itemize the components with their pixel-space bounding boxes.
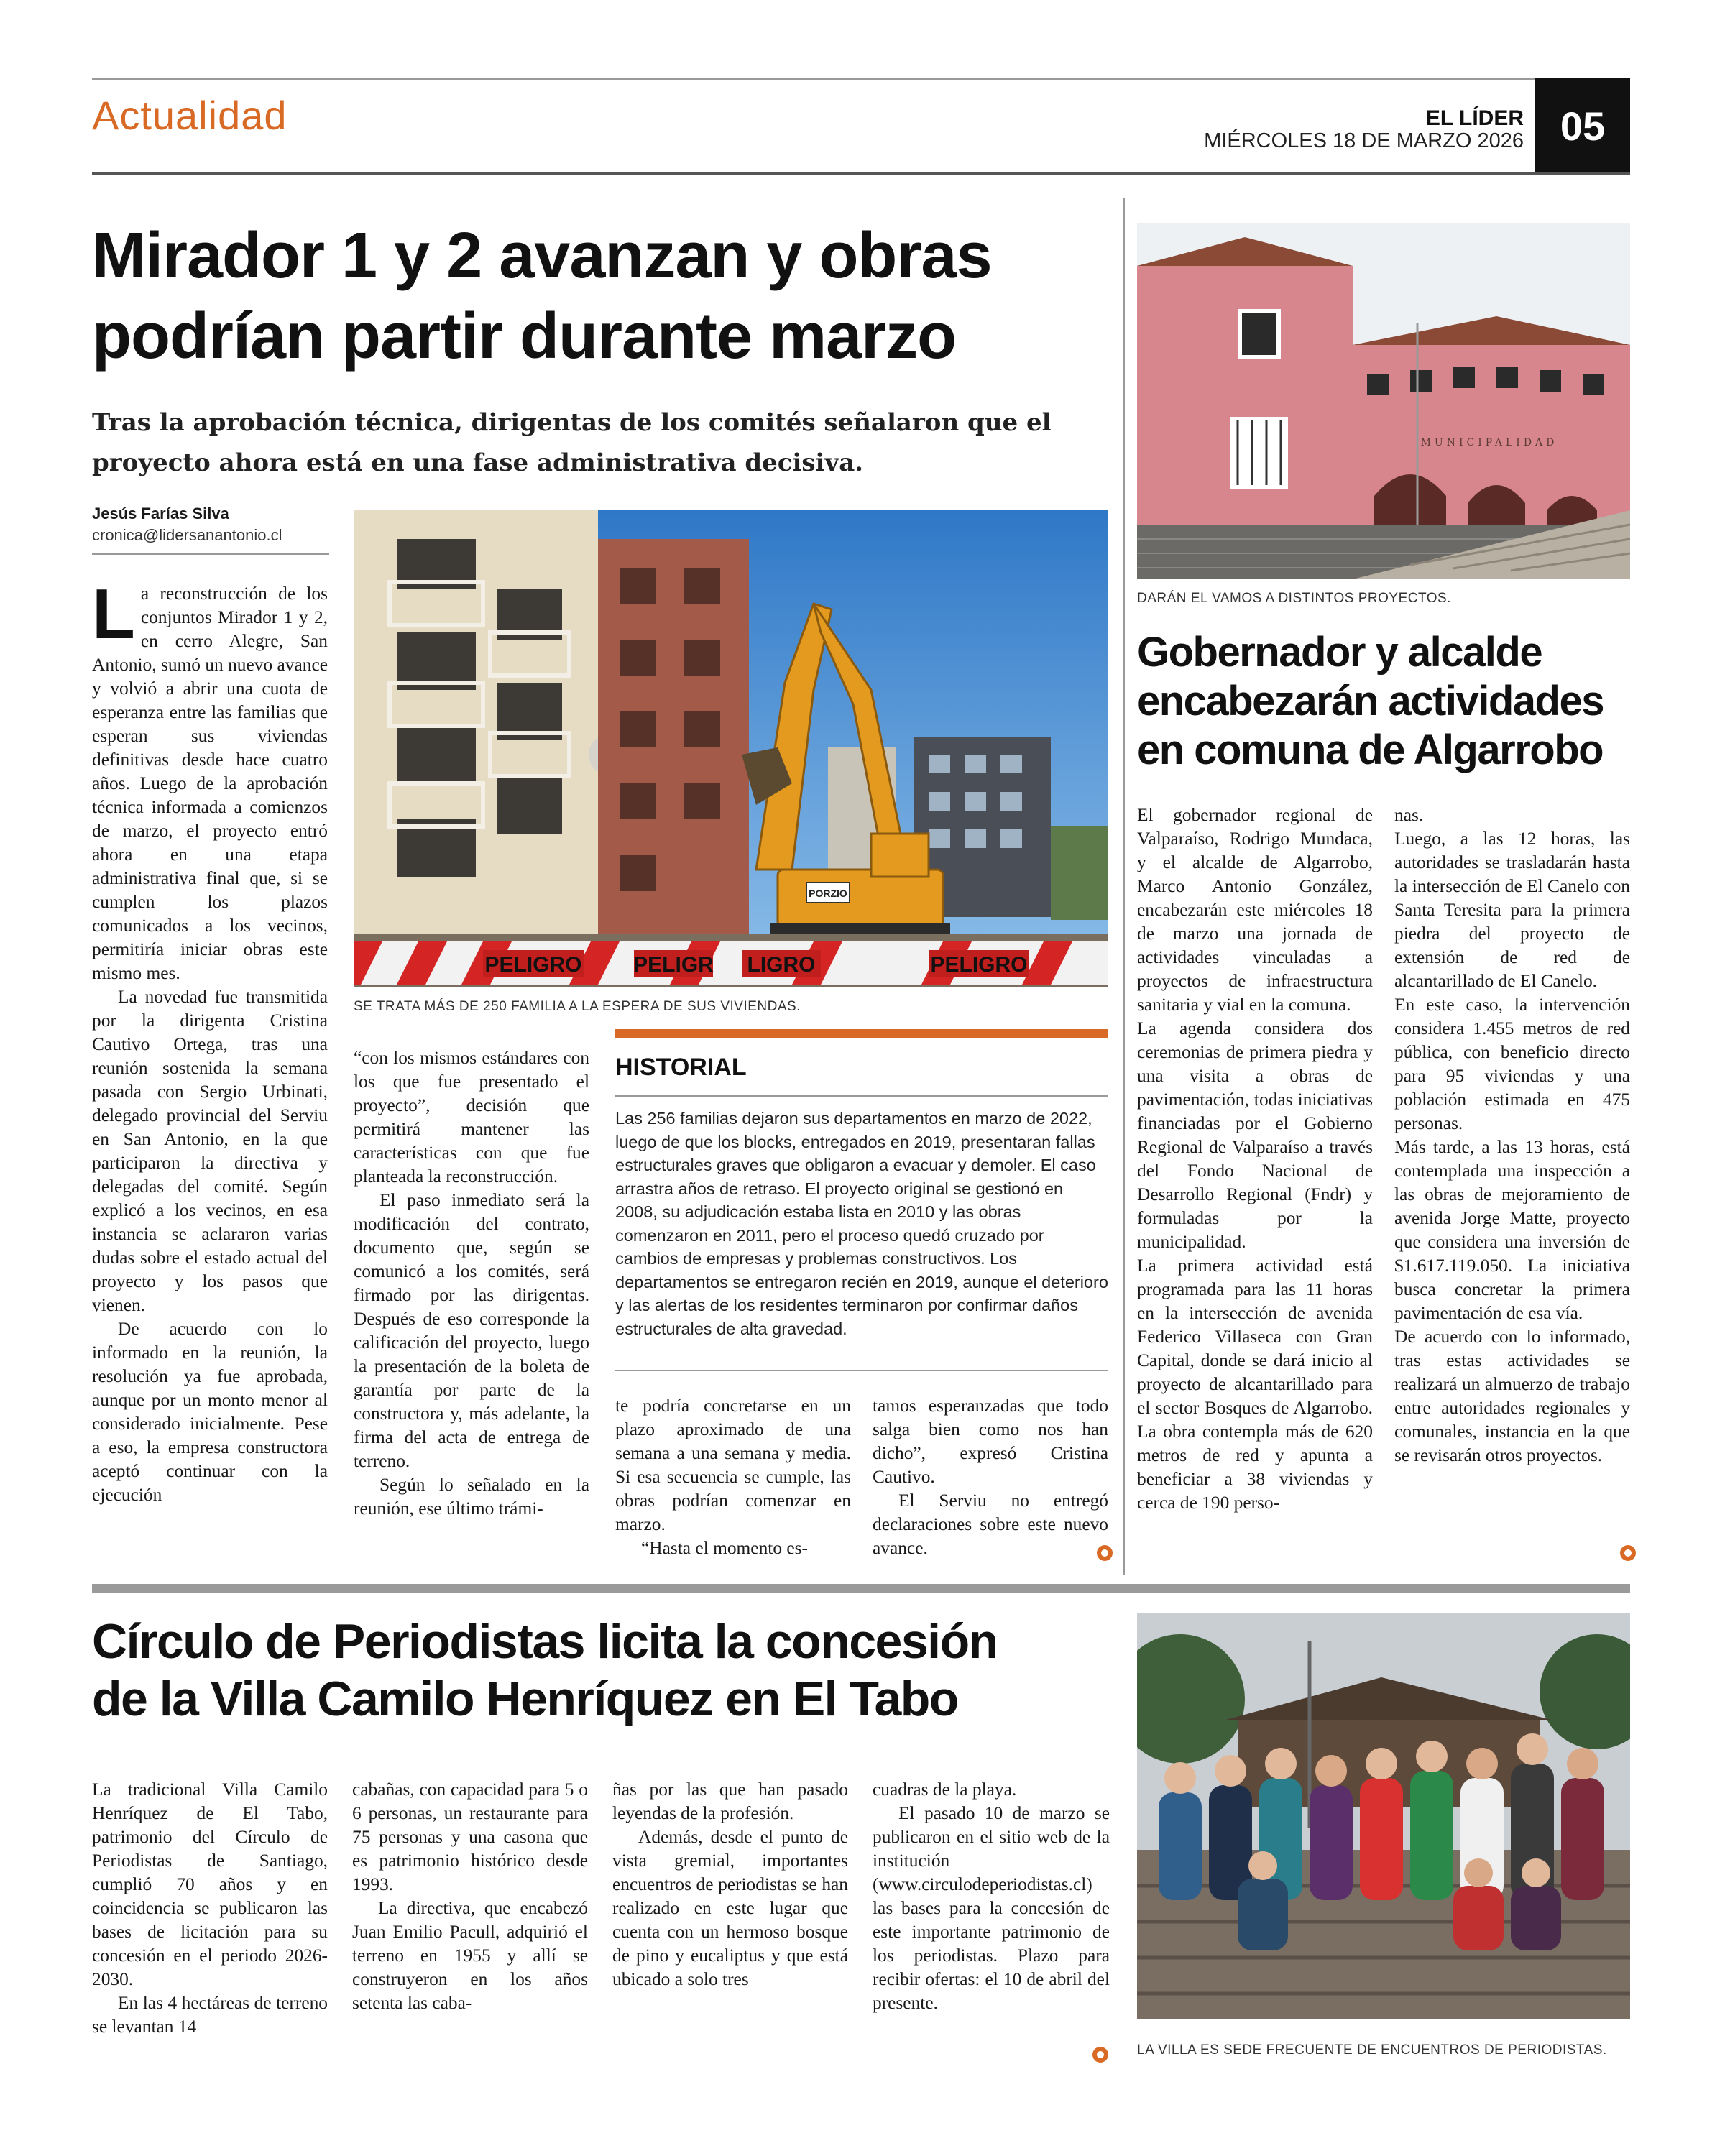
historial-accent-bar: [615, 1029, 1108, 1038]
column-divider: [1123, 198, 1125, 1575]
bottom-article-column-2: [352, 1778, 588, 2015]
issue-date: MIÉRCOLES 18 DE MARZO 2026: [1204, 129, 1524, 152]
side-headline: Gobernador y alcalde encabezarán actividades en comuna de Algarrobo: [1137, 629, 1604, 773]
main-paragraph-2: La novedad fue transmitida por la dirigenta Cristina Cautivo Ortega, tras una reunión sostenida la semana pasada con Sergio Urbinati, delegado provincial del Serviu en San Antonio, en la que participaron la directiva y delegadas del comité. Según explicó a los vecinos, en esa instancia se aclararon varias dudas sobre el estado actual del proyecto y los pasos que vienen.: [92, 987, 328, 1315]
bottom-article-end-mark: [1092, 2047, 1108, 2063]
demolition-photo-caption: SE TRATA MÁS DE 250 FAMILIA A LA ESPERA DE SUS VIVIENDAS.: [354, 999, 801, 1014]
municipality-photo-caption: DARÁN EL VAMOS A DISTINTOS PROYECTOS.: [1137, 591, 1451, 606]
bottom-article-column-1: [92, 1778, 328, 2039]
side-article-column-2: [1394, 803, 1630, 1468]
main-paragraph-10: El Serviu no entregó declaraciones sobre este nuevo avance.: [873, 1491, 1108, 1558]
header-top-rule: [92, 78, 1630, 80]
main-article-column-1: [92, 574, 328, 1507]
side-paragraph-3: La primera actividad está programada para las 11 horas en la intersección de avenida Federico Villaseca con Gran Capital, donde se dará inicio al proyecto de alcantarillado para el sector Bosques de Algarrobo. La obra contempla más de 620 metros de red y apunta a beneficiar a 38 viviendas y cerca de 190 perso-: [1137, 1256, 1373, 1513]
main-article-column-3: [615, 1394, 851, 1560]
bottom-headline-line-1: Círculo de Periodistas licita la concesión: [92, 1614, 998, 1669]
main-headline-line-1: Mirador 1 y 2 avanzan y obras: [92, 220, 992, 292]
side-paragraph-5: Luego, a las 12 horas, las autoridades se trasladarán hasta la intersección de El Canelo con Santa Teresita para la primera piedra del proyecto de extensión de red de alcantarillado de El Canelo.: [1394, 829, 1630, 991]
bottom-paragraph-5: ñas por las que han pasado leyendas de la profesión.: [612, 1779, 848, 1823]
section-divider: [92, 1584, 1630, 1593]
bottom-article-column-4: [873, 1778, 1110, 2015]
tape-label-1: PELIGRO: [484, 953, 582, 977]
side-paragraph-2: La agenda considera dos ceremonias de primera piedra y una visita a obras de pavimentación, todas iniciativas financiadas por el Gobierno Regional de Valparaíso a través del Fondo Nacional de Desarrollo Regional (Fndr) y formuladas por la municipalidad.: [1137, 1018, 1373, 1252]
municipality-photo: [1137, 223, 1630, 579]
main-paragraph-6: Según lo señalado en la reunión, ese último trámi-: [354, 1475, 589, 1519]
historial-text: Las 256 familias dejaron sus departamentos en marzo de 2022, luego de que los blocks, entregados en 2019, presentaran fallas estructurales graves que obligaron a evacuar y demoler. El caso arrastra años de retraso. El proyecto original se gestionó en 2008, su adjudicación estaba lista en 2010 y las obras comenzaron en 2011, pero el proceso quedó cruzado por cambios de empresas y problemas constructivos. Los departamentos se entregaron recién en 2019, aunque el deterioro y las alertas de los residentes terminaron por confirmar daños estructurales de alta gravedad.: [615, 1109, 1108, 1338]
author-name: Jesús Farías Silva: [92, 505, 229, 522]
group-photo-illustration: [1137, 1613, 1630, 2019]
machine-brand-label: PORZIO: [809, 888, 847, 899]
main-article-column-2: [354, 1046, 589, 1521]
bottom-paragraph-4: La directiva, que encabezó Juan Emilio Pacull, adquirió el terreno en 1955 y allí se construyeron en los años setenta las caba-: [352, 1898, 588, 2013]
main-paragraph-9: tamos esperanzadas que todo salga bien como nos han dicho”, expresó Cristina Cautivo.: [873, 1396, 1108, 1487]
bottom-article-column-3: [612, 1778, 848, 1991]
main-subhead: Tras la aprobación técnica, dirigentas de los comités señalaron que el proyecto ahora está en una fase administrativa decisiva.: [92, 408, 1052, 477]
drop-cap: L: [92, 574, 135, 653]
bottom-headline-line-2: de la Villa Camilo Henríquez en El Tabo: [92, 1672, 958, 1726]
author-email: cronica@lidersanantonio.cl: [92, 526, 282, 544]
tape-label-3: LIGRO: [747, 953, 816, 977]
side-paragraph-1: El gobernador regional de Valparaíso, Rodrigo Mundaca, y el alcalde de Algarrobo, Marco Antonio González, encabezarán este miércoles 18 de marzo una jornada de actividades vinculadas a proyectos de infraestructura sanitaria y vial en la comuna.: [1137, 805, 1373, 1015]
side-paragraph-6: En este caso, la intervención considera 1.455 metros de red pública, con beneficio directo para 95 viviendas y una población estimada en 475 personas.: [1394, 995, 1630, 1133]
demolition-scene-illustration: [354, 510, 1108, 987]
main-paragraph-8: “Hasta el momento es-: [641, 1538, 808, 1558]
side-article-column-1: [1137, 803, 1373, 1515]
main-paragraph-1: La reconstrucción de los conjuntos Mirador 1 y 2, en cerro Alegre, San Antonio, sumó un nuevo avance y volvió a abrir una cuota de esperanza entre las familias que esperan sus viviendas definitivas desde hace cuatro años. Luego de la aprobación técnica informada a comienzos de marzo, el proyecto entró ahora en una etapa administrativa final que, si se cumplen los plazos comunicados a los vecinos, permitiría iniciar obras este mismo mes.: [92, 574, 328, 983]
bottom-paragraph-6: Además, desde el punto de vista gremial, importantes encuentros de periodistas se han realizado en este lugar que cuenta con un hermoso bosque de pino y eucaliptus y que está ubicado a solo tres: [612, 1827, 848, 1989]
page-number: 05: [1535, 78, 1630, 175]
header-bottom-rule: [92, 172, 1630, 175]
main-headline: [92, 216, 1120, 377]
demolition-photo: [354, 510, 1108, 987]
bottom-headline: [92, 1613, 1127, 1728]
journalists-photo-caption: LA VILLA ES SEDE FRECUENTE DE ENCUENTROS DE PERIODISTAS.: [1137, 2042, 1607, 2058]
bottom-paragraph-1: La tradicional Villa Camilo Henríquez de El Tabo, patrimonio del Círculo de Periodistas de Santiago, cumplió 70 años y en coincidencia se publicaron las bases de licitación para su concesión en el periodo 2026-2030.: [92, 1779, 328, 1989]
newspaper-name: EL LÍDER: [1425, 106, 1524, 130]
author-rule: [92, 553, 329, 555]
bottom-paragraph-7: cuadras de la playa.: [873, 1779, 1017, 1800]
bottom-paragraph-8: El pasado 10 de marzo se publicaron en el sitio web de la institución (www.circulodeperiodistas.cl) las bases para la concesión de este importante patrimonio de los periodistas. Plazo para recibir ofertas: el 10 de abril del presente.: [873, 1803, 1110, 2013]
main-paragraph-5: El paso inmediato será la modificación del contrato, documento que, según se comunicó a los comités, será firmado por las dirigentas. Después de eso corresponde la calificación del proyecto, luego la presentación de la boleta de garantía por parte de la constructora y, más adelante, la firma del acta de entrega de terreno.: [354, 1190, 589, 1471]
bottom-paragraph-2: En las 4 hectáreas de terreno se levantan 14: [92, 1993, 328, 2037]
main-paragraph-4: “con los mismos estándares con los que fue presentado el proyecto”, decisión que permitirá mantener las características con que fue planteada la reconstrucción.: [354, 1048, 589, 1187]
section-label: Actualidad: [92, 93, 288, 138]
bottom-paragraph-3: cabañas, con capacidad para 5 o 6 personas, un restaurante para 75 personas y una casona que es patrimonio histórico desde 1993.: [352, 1779, 588, 1894]
side-paragraph-4: nas.: [1394, 805, 1424, 825]
side-paragraph-7: Más tarde, a las 13 horas, está contemplada una inspección a las obras de mejoramiento de avenida Jorge Matte, proyecto que considera una inversión de $1.617.119.050. La iniciativa busca concretar la primera pavimentación de esa vía.: [1394, 1137, 1630, 1323]
historial-bottom-rule: [615, 1370, 1108, 1371]
municipality-building-illustration: [1137, 223, 1630, 579]
historial-title: HISTORIAL: [615, 1054, 747, 1081]
main-paragraph-3: De acuerdo con lo informado en la reunión, la resolución ya fue aprobada, aunque por un monto menor al considerado inicialmente. Pese a eso, la empresa constructora aceptó continuar con la ejecución: [92, 1319, 328, 1505]
side-article-end-mark: [1620, 1545, 1636, 1561]
main-article-end-mark: [1097, 1545, 1113, 1561]
tape-label-2: PELIGR: [633, 953, 714, 977]
historial-rule: [615, 1095, 1108, 1097]
main-headline-line-2: podrían partir durante marzo: [92, 300, 957, 372]
journalists-group-photo: [1137, 1613, 1630, 2019]
main-article-column-4: [873, 1394, 1108, 1560]
main-paragraph-7: te podría concretarse en un plazo aproximado de una semana a una semana y media. Si esa secuencia se cumple, las obras podrían comenzar en marzo.: [615, 1396, 851, 1534]
side-paragraph-8: De acuerdo con lo informado, tras estas actividades se realizará un almuerzo de trabajo entre autoridades regionales y comunales, instancia en la que se revisarán otros proyectos.: [1394, 1327, 1630, 1465]
building-sign: MUNICIPALIDAD: [1420, 437, 1558, 448]
tape-label-4: PELIGRO: [930, 953, 1028, 977]
